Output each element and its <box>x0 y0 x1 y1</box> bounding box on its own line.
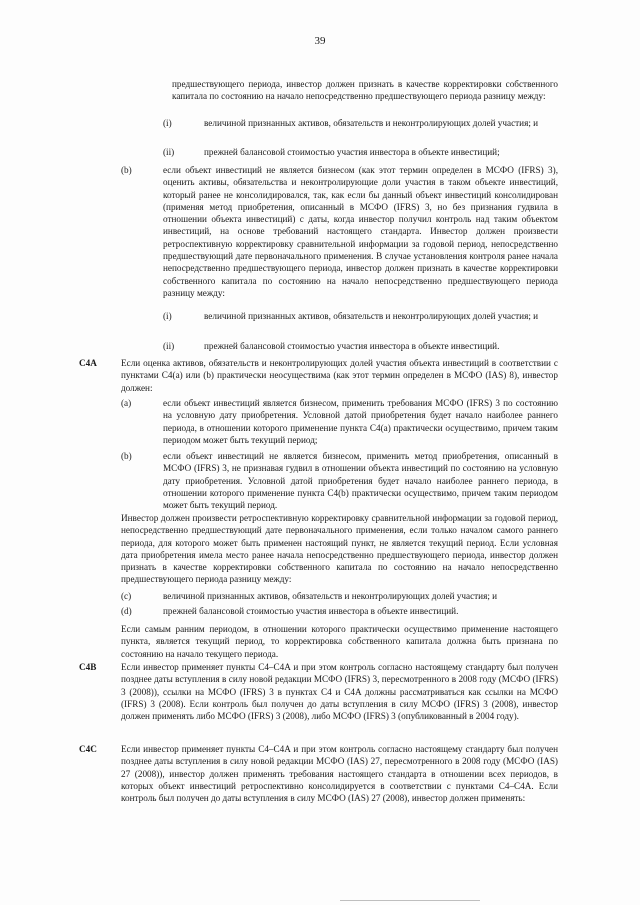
intro-item-text: величиной признанных активов, обязательств и неконтролирующих долей участия; и <box>204 118 539 128</box>
c4a-item-label: (a) <box>121 398 132 408</box>
c4a-retro-text: Инвестор должен произвести ретроспективную корректировку сравнительной информации за годовой период, непосредственно предшествующий дате первоначального применения, если только началом самого раннего периода, для которого может быть применен настоящий пункт, не является текущий период. Если условная дата приобретения имела место ранее начала непосредственно предшествующего периода, инвестор должен признать в качестве корректировки собственного капитала по состоянию на начало непосредственно предшествующего периода разницу между: <box>121 513 558 585</box>
c4a-item2-label: (c) <box>121 591 132 601</box>
paragraph-id-c4c: C4C <box>79 744 97 754</box>
c4a-item2-text: величиной признанных активов, обязательств и неконтролирующих долей участия; и <box>163 591 498 601</box>
item-b-sub-label: (ii) <box>163 341 175 351</box>
c4c-text: Если инвестор применяет пункты C4–C4A и при этом контроль согласно настоящему стандарту был получен позднее даты вступления в силу новой редакции МСФО (IAS) 27, пересмотренного в 2008 году (МСФО (IAS) 27 (2008)), инвестор должен применять требования настоящего стандарта в отношении всех периодов, в которых объект инвестиций ретроспективно консолидируется в соответствии с пунктами C4–C4A. Если контроль был получен до даты вступления в силу МСФО (IAS) 27 (2008), инвестор должен применять: <box>121 744 558 804</box>
c4a-text: Если оценка активов, обязательств и неконтролирующих долей участия объекта инвестиций в соответствии с пунктами C4(a) или (b) практически неосуществима (как этот термин определен в МСФО (IAS) 8), инвестор должен: <box>121 358 558 393</box>
c4a-item2-label: (d) <box>121 606 132 616</box>
item-b-sub-text: прежней балансовой стоимостью участия инвестора в объекте инвестиций. <box>204 341 500 351</box>
c4a-item-text: если объект инвестиций является бизнесом, применить требования МСФО (IFRS) 3 по состоянию на условную дату приобретения. Условной датой приобретения будет начало наиболее раннего периода, в отношении которого применение пункта C4(a) практически осуществимо, причем таким периодом может быть текущий период; <box>163 398 558 445</box>
c4a-item-label: (b) <box>121 451 132 461</box>
item-b-text: если объект инвестиций не является бизнесом (как этот термин определен в МСФО (IFRS) 3), оценить активы, обязательства и неконтролирующие доли участия в таком объекте инвестиций, который ранее не консолидировался, так, как если бы данный объект инвестиций консолидирован (применяя метод приобретения, описанный в МСФО (IFRS) 3, но без признания гудвила в отношении объекта инвестиций) с даты, когда инвестор получил контроль над таким объектом инвестиций, на основе требований настоящего стандарта. Инвестор должен произвести ретроспективную корректировку сравнительной информации за годовой период, непосредственно предшествующий дате первоначального применения. В случае установления контроля ранее начала непосредственно предшествующего периода, инвестор должен признать в качестве корректировки собственного капитала по состоянию на начало непосредственно предшествующего периода разницу между: <box>163 165 558 298</box>
intro-item-label: (ii) <box>163 147 175 157</box>
intro-item-label: (i) <box>163 118 172 128</box>
c4a-item-text: если объект инвестиций не является бизнесом, применить метод приобретения, описанный в МСФО (IFRS) 3, не признавая гудвил в отношении объекта инвестиций по состоянию на условную дату приобретения. Условной датой приобретения будет начало наиболее раннего периода, в отношении которого применение пункта C4(b) практически осуществимо, причем таким периодом может быть текущий период. <box>163 451 558 511</box>
paragraph-id-c4b: C4B <box>79 662 97 672</box>
item-b-label: (b) <box>121 165 132 175</box>
paragraph-id-c4a: C4A <box>79 358 97 368</box>
item-b-sub-label: (i) <box>163 311 172 321</box>
page-number: 39 <box>314 35 326 47</box>
c4a-item2-text: прежней балансовой стоимостью участия инвестора в объекте инвестиций. <box>163 606 459 616</box>
c4b-text: Если инвестор применяет пункты C4–C4A и при этом контроль согласно настоящему стандарту был получен позднее даты вступления в силу новой редакции МСФО (IFRS) 3, пересмотренного в 2008 году (МСФО (IFRS) 3 (2008)), ссылки на МСФО (IFRS) 3 в пунктах C4 и C4A должны рассматриваться как ссылки на МСФО (IFRS) 3 (2008). Если контроль был получен до даты вступления в силу МСФО (IFRS) 3 (2008), инвестор должен применять либо МСФО (IFRS) 3 (2008), либо МСФО (IFRS) 3 (опубликованный в 2004 году). <box>121 662 558 722</box>
intro-item-text: прежней балансовой стоимостью участия инвестора в объекте инвестиций; <box>204 147 500 157</box>
c4a-closing-text: Если самым ранним периодом, в отношении которого практически осуществимо применение настоящего пункта, является текущий период, то корректировка собственного капитала должна быть признана по состоянию на начало текущего периода. <box>121 624 558 659</box>
scan-artifact <box>340 900 480 901</box>
item-b-sub-text: величиной признанных активов, обязательств и неконтролирующих долей участия; и <box>204 311 539 321</box>
intro-paragraph: предшествующего периода, инвестор должен признать в качестве корректировки собственного капитала по состоянию на начало непосредственно предшествующего периода разницу между: <box>172 79 558 102</box>
